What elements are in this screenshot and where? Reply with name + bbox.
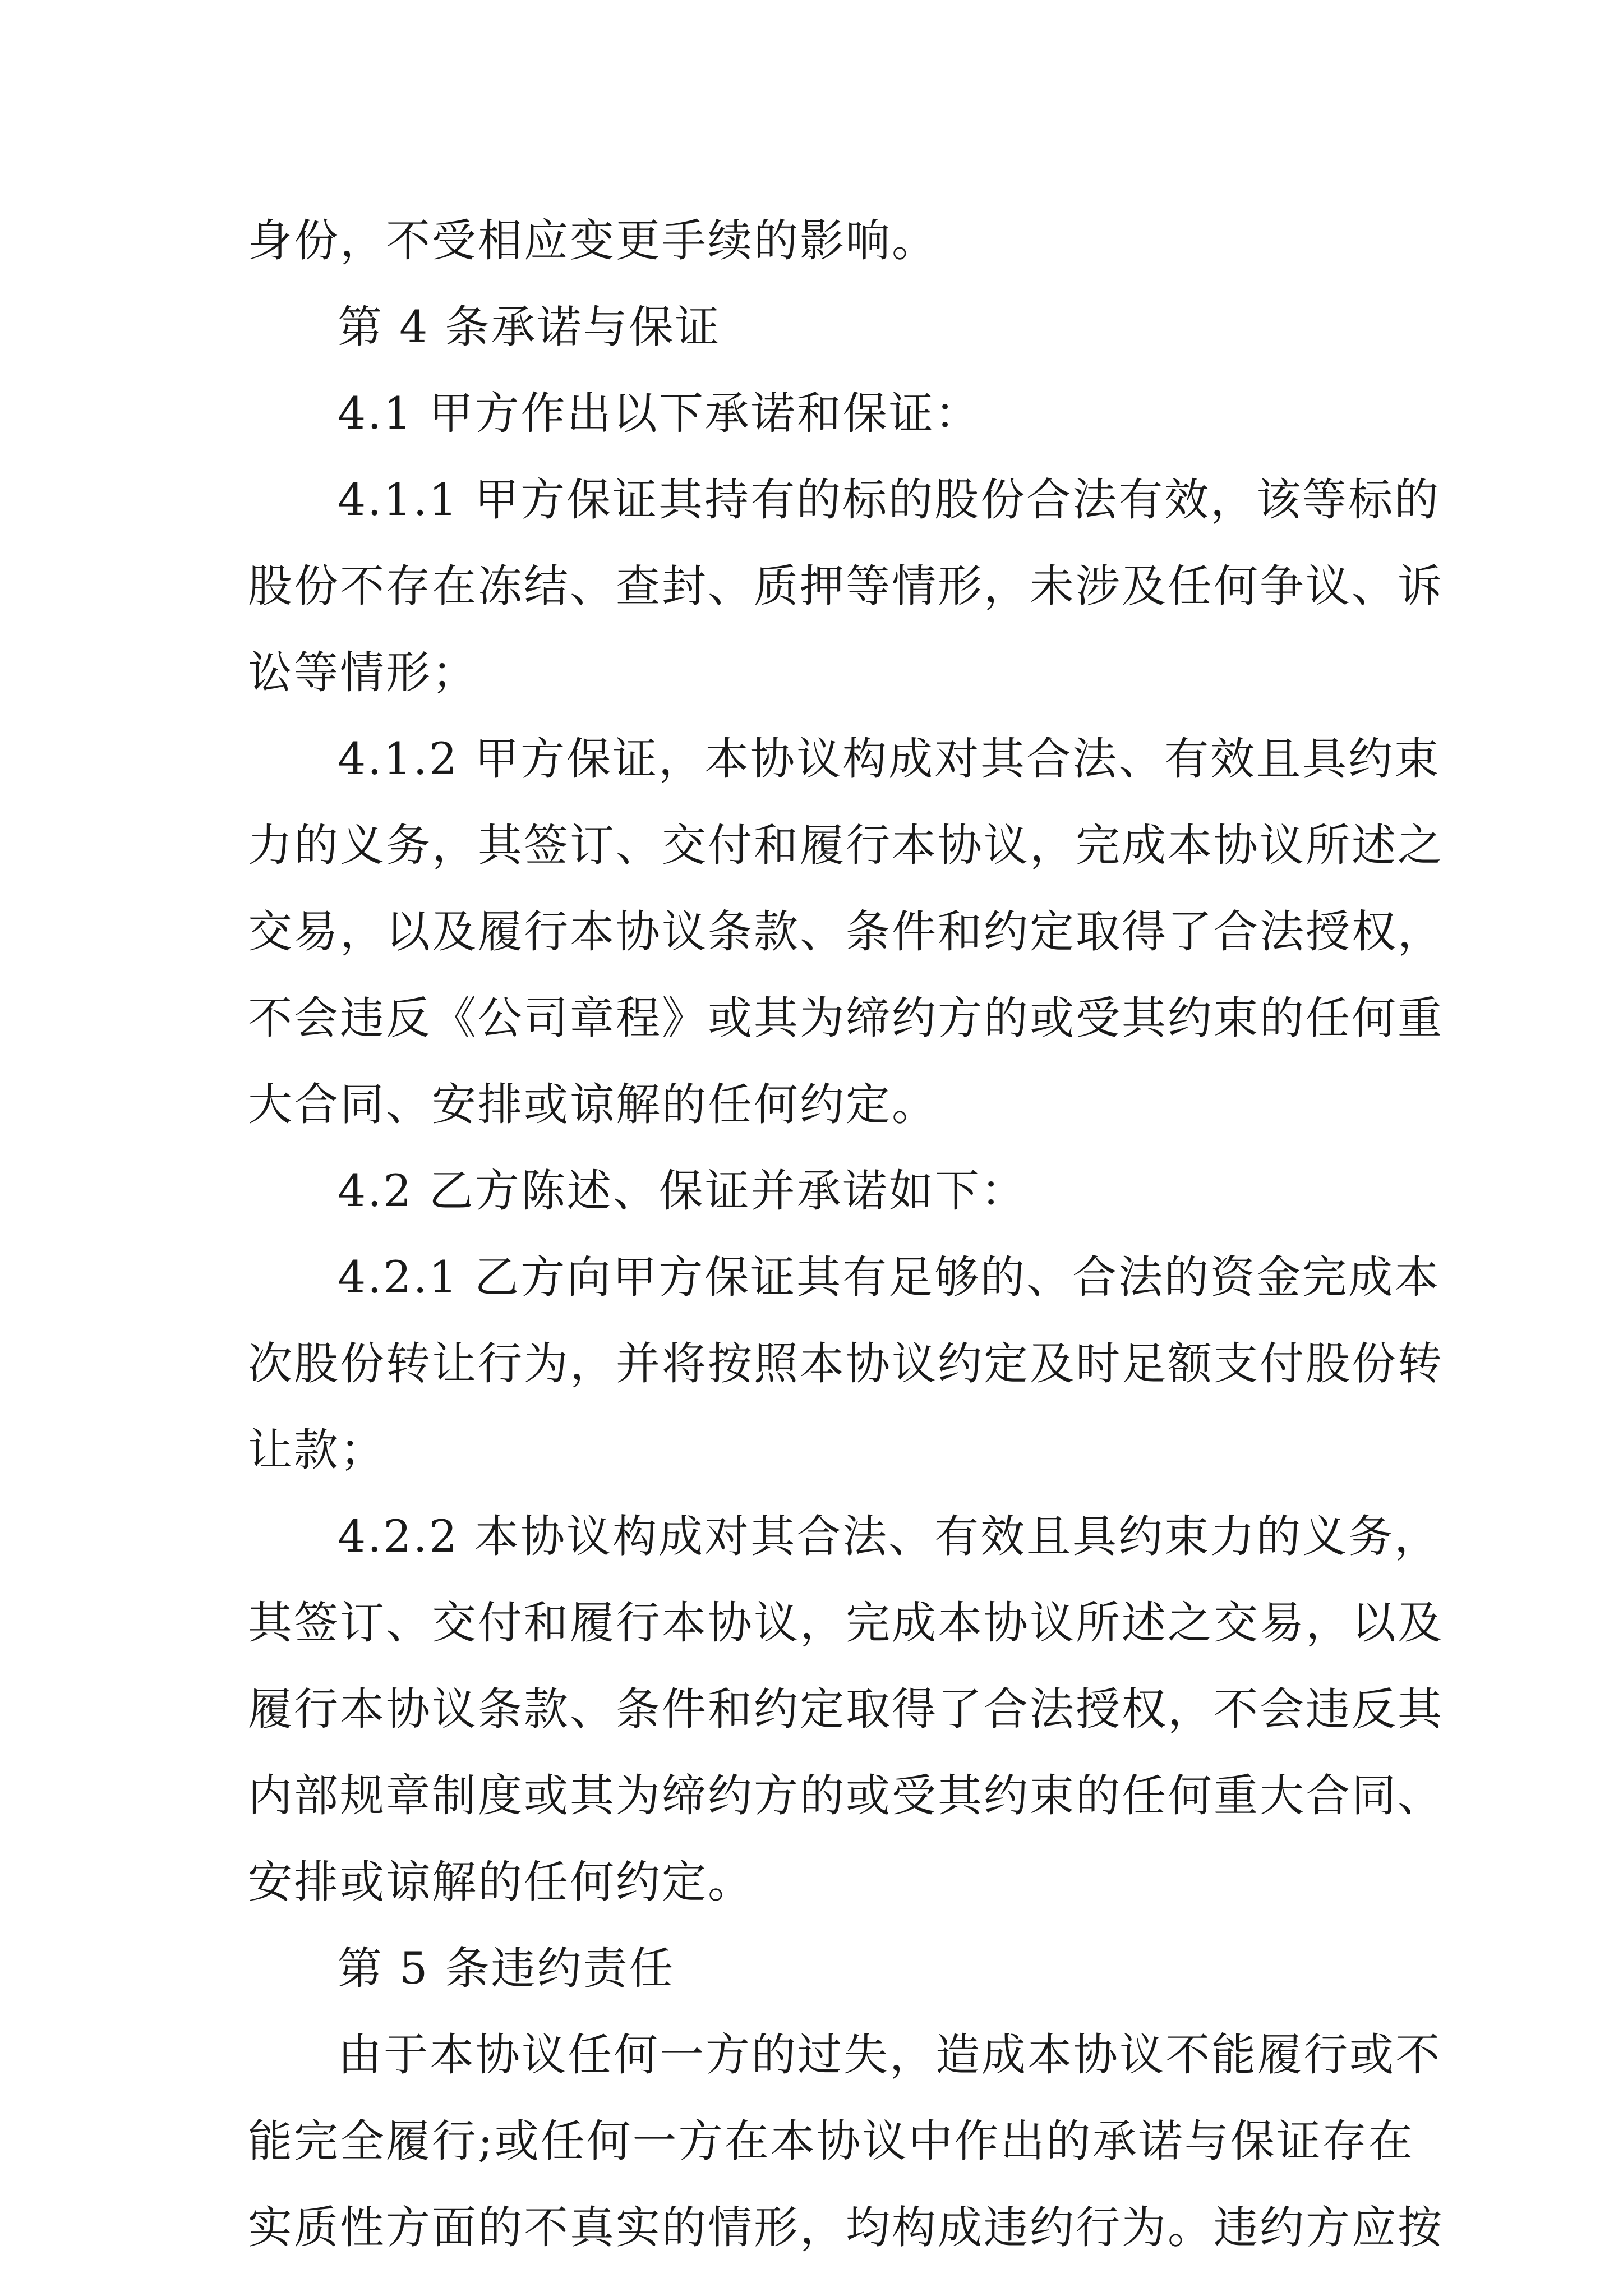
document-body — [248, 197, 1444, 2271]
text-line: 交易，以及履行本协议条款、条件和约定取得了合法授权， — [248, 906, 1444, 958]
text-line: 4.1.2 甲方保证，本协议构成对其合法、有效且具约束 — [338, 733, 1441, 785]
text-line: 实质性方面的不真实的情形，均构成违约行为。违约方应按 — [248, 2202, 1444, 2253]
text-line: 履行本协议条款、条件和约定取得了合法授权，不会违反其 — [248, 1683, 1444, 1735]
text-line: 股份不存在冻结、查封、质押等情形，未涉及任何争议、诉 — [248, 560, 1444, 612]
text-line: 大合同、安排或谅解的任何约定。 — [248, 1079, 938, 1130]
text-line: 4.1.1 甲方保证其持有的标的股份合法有效，该等标的 — [338, 474, 1441, 526]
clause-heading: 4.2 乙方陈述、保证并承诺如下： — [338, 1165, 1027, 1217]
text-line: 内部规章制度或其为缔约方的或受其约束的任何重大合同、 — [248, 1770, 1444, 1821]
text-line: 能完全履行;或任何一方在本协议中作出的承诺与保证存在 — [248, 2115, 1414, 2167]
text-line: 讼等情形； — [248, 647, 478, 698]
text-line: 力的义务，其签订、交付和履行本协议，完成本协议所述之 — [248, 820, 1444, 871]
article-heading: 第 5 条违约责任 — [338, 1943, 675, 1994]
text-line: 其签订、交付和履行本协议，完成本协议所述之交易，以及 — [248, 1597, 1444, 1649]
text-line: 4.2.2 本协议构成对其合法、有效且具约束力的义务， — [338, 1511, 1441, 1562]
text-line: 4.2.1 乙方向甲方保证其有足够的、合法的资金完成本 — [338, 1251, 1441, 1303]
clause-heading: 4.1 甲方作出以下承诺和保证： — [338, 388, 981, 439]
text-line: 次股份转让行为，并将按照本协议约定及时足额支付股份转 — [248, 1338, 1444, 1389]
text-line: 身份，不受相应变更手续的影响。 — [248, 215, 938, 266]
text-line: 不会违反《公司章程》或其为缔约方的或受其约束的任何重 — [248, 992, 1444, 1044]
text-line: 安排或谅解的任何约定。 — [248, 1856, 754, 1908]
article-heading: 第 4 条承诺与保证 — [338, 301, 721, 353]
text-line: 让款； — [248, 1424, 386, 1476]
text-line: 由于本协议任何一方的过失，造成本协议不能履行或不 — [338, 2029, 1441, 2081]
